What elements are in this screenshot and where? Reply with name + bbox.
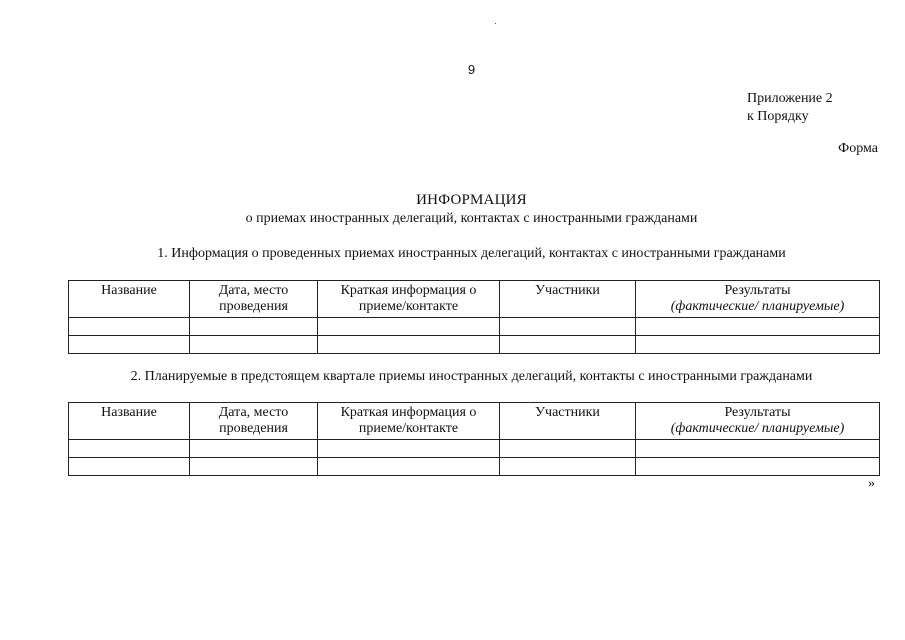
table-cell[interactable] [636,336,880,354]
table-row [69,458,880,476]
table-cell[interactable] [69,318,190,336]
page-number: 9 [467,62,476,77]
table-cell[interactable] [636,458,880,476]
document-title: ИНФОРМАЦИЯ [416,192,527,208]
column-header-line: Результаты [724,405,791,420]
section-2-table [68,402,880,476]
column-header-line: Дата, место [218,405,289,420]
table-cell[interactable] [500,336,636,354]
table-cell[interactable] [500,318,636,336]
table-cell[interactable] [318,458,500,476]
column-header-line: Участники [535,405,600,420]
column-header-line: приеме/контакте [358,299,459,314]
appendix-line-1: Приложение 2 [747,91,833,106]
table-cell[interactable] [190,318,318,336]
table-header-row [69,403,880,440]
table-row [69,440,880,458]
table-cell[interactable] [500,458,636,476]
table-cell[interactable] [190,440,318,458]
table-row [69,318,880,336]
appendix-block [747,90,833,126]
form-label: Форма [838,141,878,156]
column-header-line: (фактические/ планируемые) [670,421,845,436]
column-header-participants [500,403,636,440]
table-cell[interactable] [318,336,500,354]
column-header-name [69,281,190,318]
column-header-line: Краткая информация о [340,283,477,298]
table-cell[interactable] [636,318,880,336]
column-header-name [69,403,190,440]
column-header-line: Краткая информация о [340,405,477,420]
section-1-table [68,280,880,354]
column-header-line: (фактические/ планируемые) [670,299,845,314]
column-header-line: Дата, место [218,283,289,298]
scan-speck [495,23,496,24]
table-cell[interactable] [190,458,318,476]
column-header-date-place [190,281,318,318]
column-header-line: Участники [535,283,600,298]
column-header-results [636,403,880,440]
column-header-line: приеме/контакте [358,421,459,436]
column-header-brief-info [318,403,500,440]
table-cell[interactable] [190,336,318,354]
column-header-line: проведения [219,421,288,436]
column-header-line: Результаты [724,283,791,298]
table-cell[interactable] [500,440,636,458]
table-cell[interactable] [69,440,190,458]
column-header-participants [500,281,636,318]
column-header-brief-info [318,281,500,318]
table-row [69,336,880,354]
table-cell[interactable] [69,458,190,476]
table-header-row [69,281,880,318]
document-subtitle: о приемах иностранных делегаций, контактах с иностранными гражданами [245,211,698,226]
table-cell[interactable] [69,336,190,354]
section-1-heading: 1. Информация о проведенных приемах иностранных делегаций, контактах с иностранными гражданами [157,246,786,261]
column-header-results [636,281,880,318]
table-cell[interactable] [636,440,880,458]
table-cell[interactable] [318,440,500,458]
column-header-date-place [190,403,318,440]
closing-quote: » [868,476,875,491]
column-header-line: Название [101,283,157,298]
column-header-line: проведения [219,299,288,314]
section-2-heading: 2. Планируемые в предстоящем квартале приемы иностранных делегаций, контакты с иностранными гражданами [130,369,813,384]
appendix-line-2: к Порядку [747,109,809,124]
table-cell[interactable] [318,318,500,336]
column-header-line: Название [101,405,157,420]
